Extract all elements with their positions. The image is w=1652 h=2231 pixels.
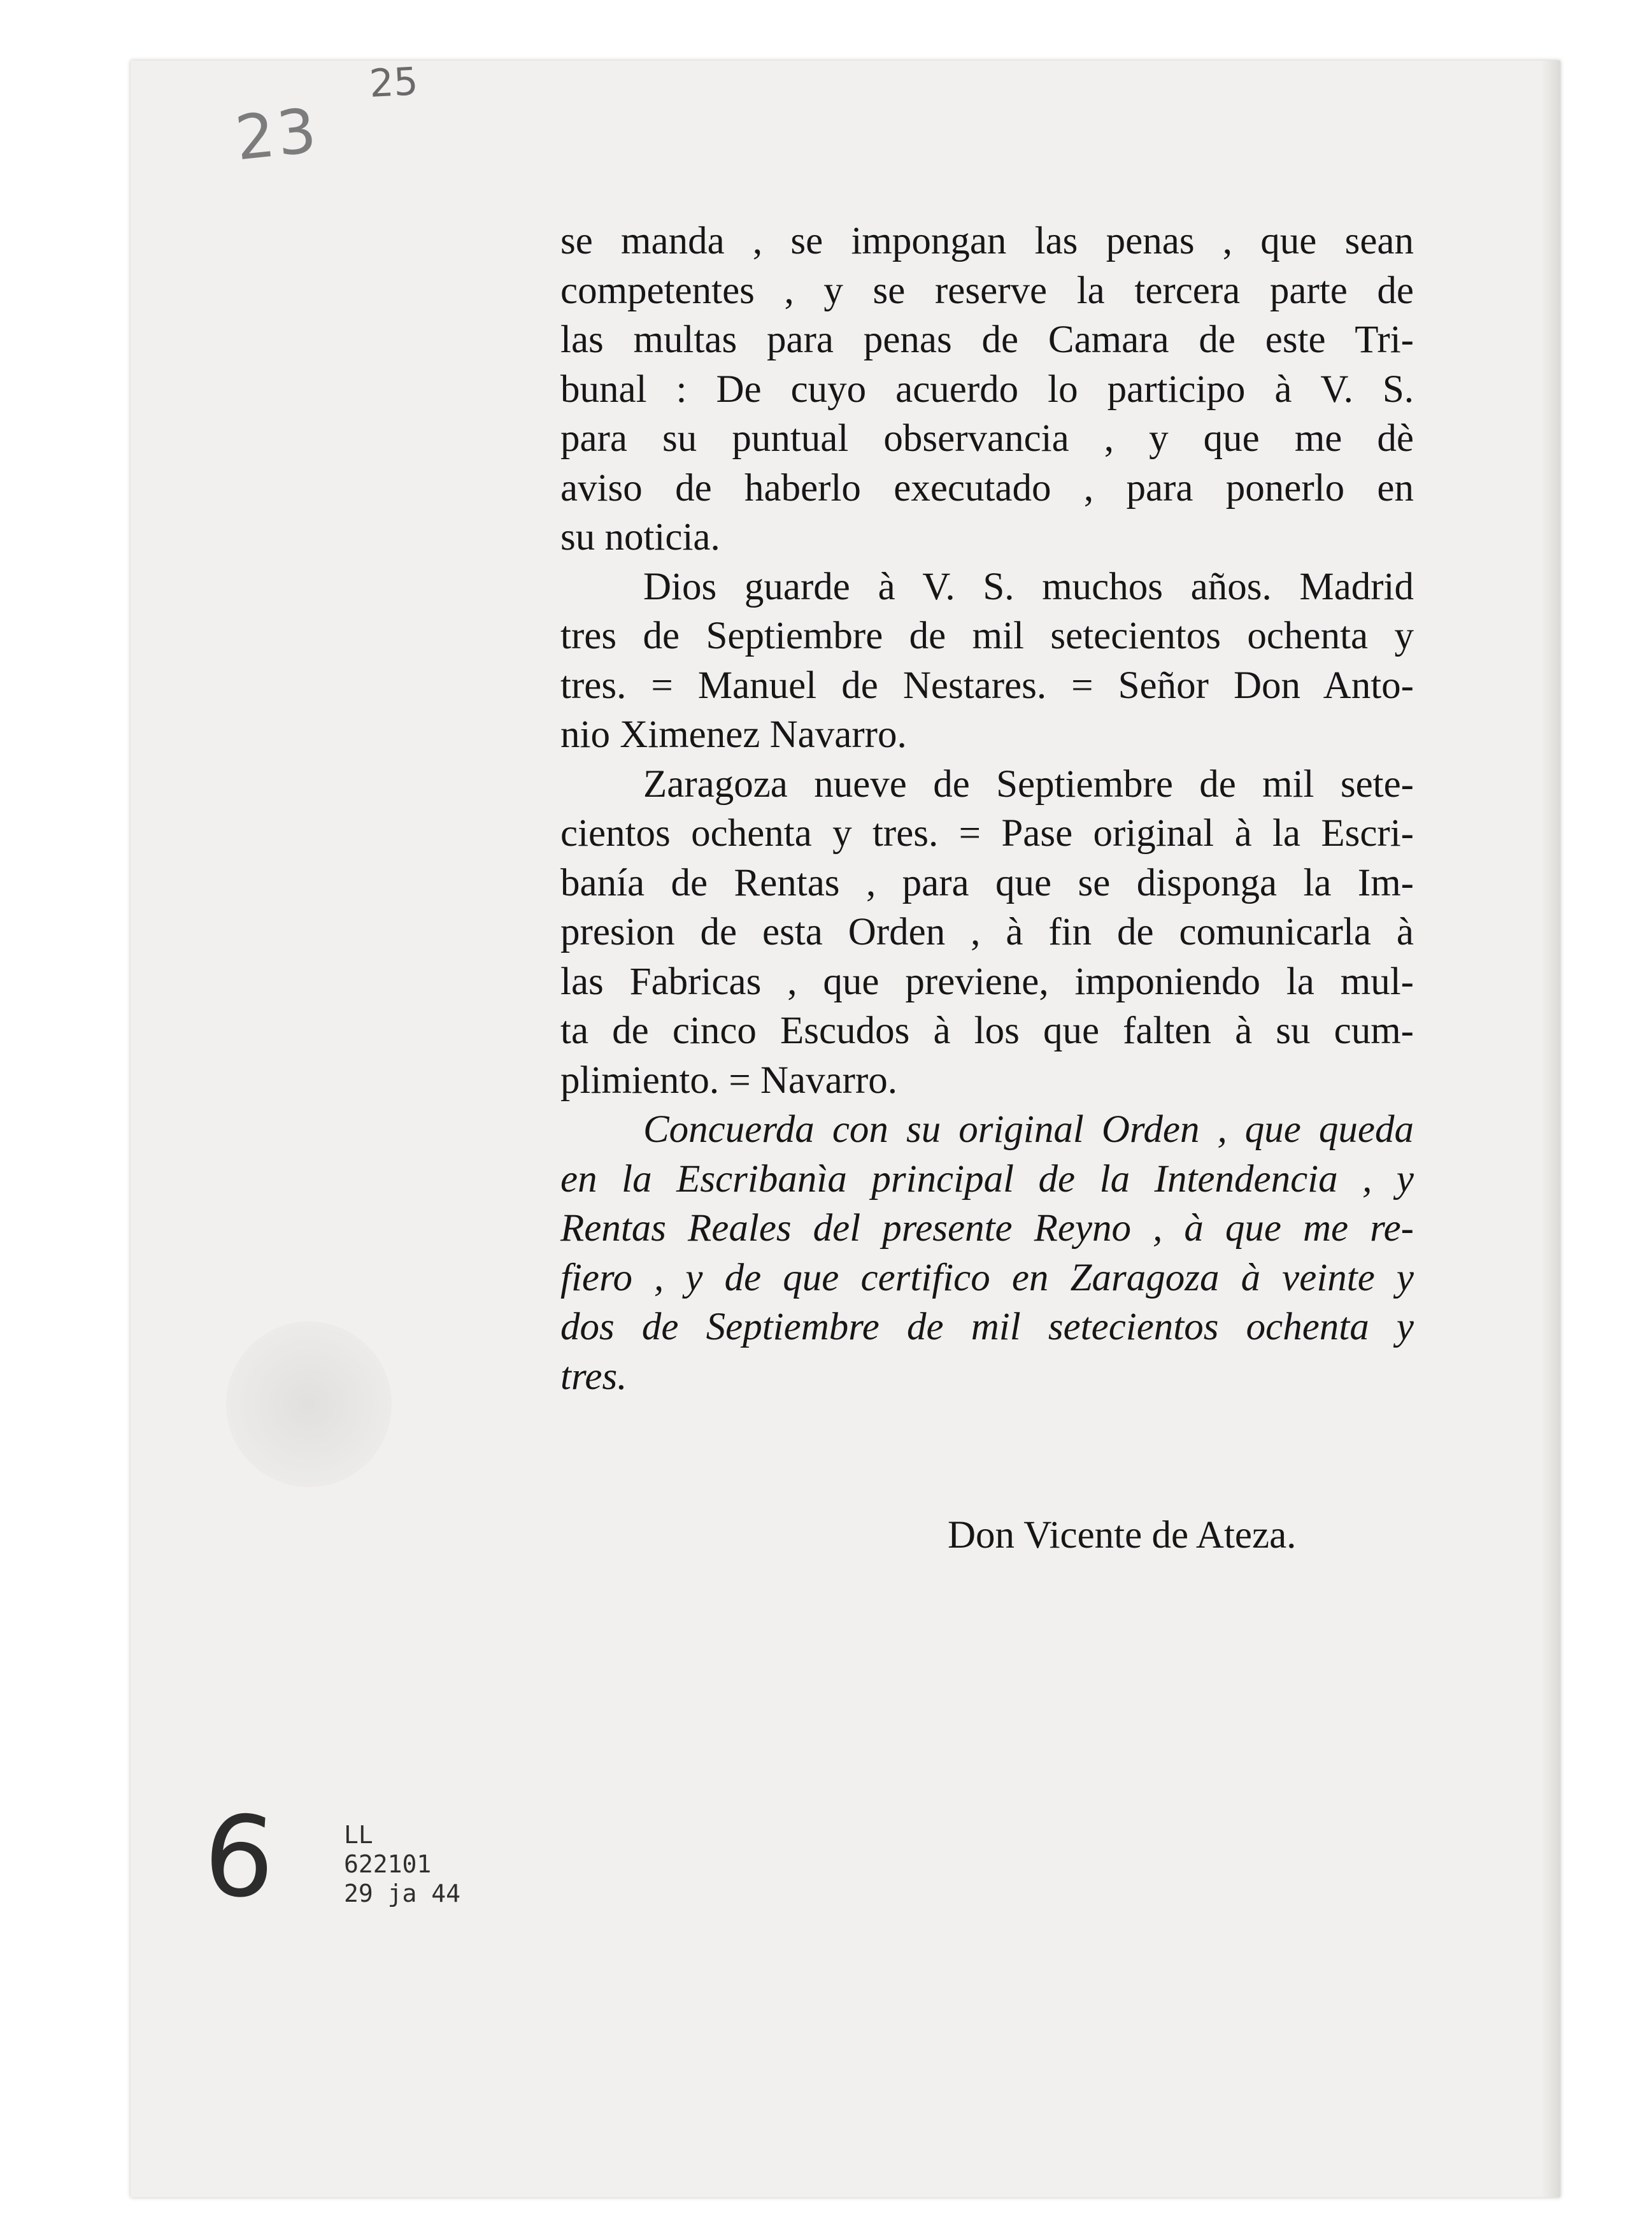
zaragoza-line: banía de Rentas , para que se disponga la Im- (560, 861, 1414, 904)
certification-line: Concuerda con su original Orden , que queda (643, 1108, 1414, 1151)
zaragoza-line: plimiento. = Navarro. (560, 1058, 898, 1102)
closing-line: tres de Septiembre de mil setecientos ochenta y (560, 615, 1414, 657)
paragraph-closing (560, 562, 1414, 760)
body-line: se manda , se impongan las penas , que sean (560, 220, 1414, 262)
paper-stain (226, 1322, 392, 1487)
closing-line: tres. = Manuel de Nestares. = Señor Don Anto- (560, 664, 1414, 707)
certification-line: tres. (560, 1355, 627, 1398)
body-line: bunal : De cuyo acuerdo lo participo à V. S. (560, 367, 1414, 411)
handwritten-number: 6 (199, 1790, 280, 1925)
certification-line: Rentas Reales del presente Reyno , à que me re- (560, 1207, 1414, 1250)
call-number-line: 622101 (344, 1850, 432, 1878)
archive-call-number (344, 1820, 460, 1908)
call-number-line: 29 ja 44 (344, 1879, 461, 1907)
document-body (560, 217, 1414, 1401)
page-edge-shadow (1541, 61, 1560, 2197)
zaragoza-line: ta de cinco Escudos à los que falten à su cum- (560, 1009, 1414, 1052)
body-line: su noticia. (560, 516, 720, 559)
zaragoza-line: cientos ochenta y tres. = Pase original à la Escri- (560, 812, 1414, 855)
call-number-line: LL (344, 1821, 373, 1849)
certification-line: fiero , y de que certifico en Zaragoza à veinte y (560, 1256, 1414, 1299)
certification-line: dos de Septiembre de mil setecientos ochenta y (560, 1306, 1414, 1348)
closing-line: Dios guarde à V. S. muchos años. Madrid (643, 565, 1414, 608)
paragraph-order (560, 217, 1414, 562)
paragraph-certification (560, 1105, 1414, 1401)
body-line: competentes , y se reserve la tercera parte de (560, 269, 1414, 312)
closing-line: nio Ximenez Navarro. (560, 713, 907, 756)
zaragoza-line: Zaragoza nueve de Septiembre de mil sete- (643, 762, 1414, 806)
handwritten-page-number: 23 (232, 94, 322, 175)
body-line: las multas para penas de Camara de este Tri- (560, 318, 1414, 361)
zaragoza-line: presion de esta Orden , à fin de comunicarla à (560, 911, 1414, 953)
zaragoza-line: las Fabricas , que previene, imponiendo la mul- (560, 960, 1414, 1003)
certification-line: en la Escribanìa principal de la Intendencia , y (560, 1157, 1414, 1201)
body-line: para su puntual observancia , y que me dè (560, 417, 1414, 460)
body-line: aviso de haberlo executado , para ponerlo en (560, 466, 1414, 510)
signature-line: Don Vicente de Ateza. (948, 1514, 1297, 1557)
handwritten-top-mark: 25 (368, 59, 420, 106)
paragraph-zaragoza (560, 760, 1414, 1106)
